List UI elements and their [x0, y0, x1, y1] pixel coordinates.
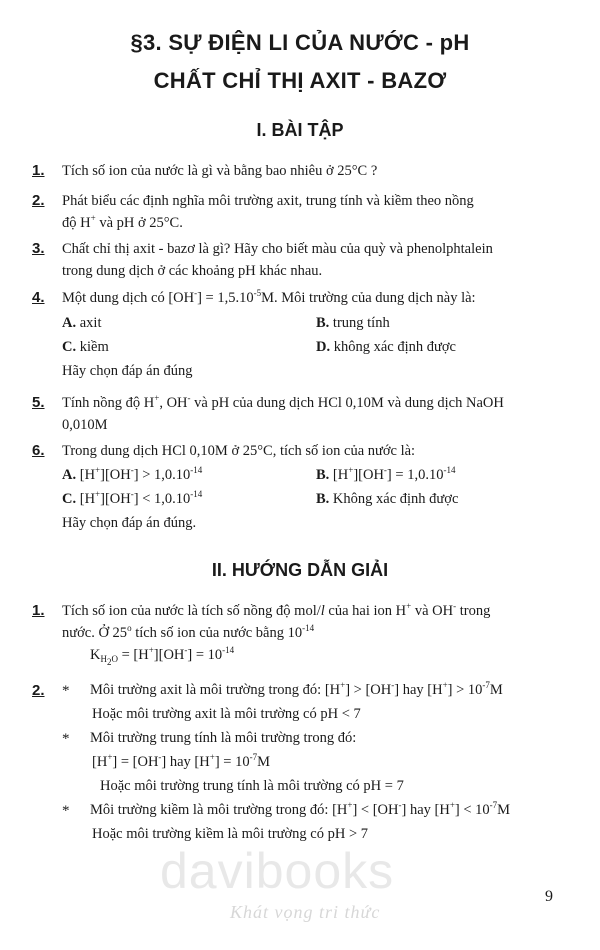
page-title-line-2: CHẤT CHỈ THỊ AXIT - BAZƠ: [153, 68, 447, 93]
watermark-slogan: Khát vọng tri thức: [230, 902, 381, 922]
question-instruction: Hãy chọn đáp án đúng: [62, 363, 193, 379]
question-number: 4.: [32, 289, 45, 306]
answer-number: 2.: [32, 682, 45, 699]
page-title-line-1: §3. SỰ ĐIỆN LI CỦA NƯỚC - pH: [130, 30, 470, 55]
option-b: B. $[H^+][OH^-] = 1,0.10^{-14}$: [316, 465, 456, 483]
question-stem: Trong dung dịch HCl 0,10M ở 25°C, tích số ion của nước là:: [62, 443, 416, 459]
answer-text-line: Môi trường kiềm là môi trường trong đó: [H+] < [OH-] hay $[H^+] < 10^{-7}M$: [90, 800, 511, 818]
question-number: 1.: [32, 162, 45, 179]
bullet-star: *: [62, 803, 70, 819]
option-a: A. axit: [62, 315, 102, 331]
option-d: B. Không xác định được: [316, 491, 459, 507]
answer-text-line: Hoặc môi trường kiềm là môi trường có pH > 7: [92, 826, 369, 842]
answer-text-line: Hoặc môi trường trung tính là môi trường có pH = 7: [100, 778, 404, 794]
answer-number: 1.: [32, 602, 45, 619]
watermark-logo: davibooks: [160, 843, 395, 899]
answer-text-line: [H+] = [OH-] hay $[H^+] = 10^{-7}M$: [92, 752, 270, 770]
question-number: 5.: [32, 394, 45, 411]
answer-text-line: Môi trường trung tính là môi trường trong đó:: [90, 730, 357, 746]
question-stem: Một dung dịch có $[OH^-] = 1,5.10^{-5}M$. Môi trường của dung dịch này là:: [62, 288, 476, 306]
option-c: C. kiềm: [62, 339, 109, 355]
equation: $K_{H_2O} = [H^+][OH^-] = 10^{-14}$: [90, 645, 235, 667]
answer-text-line: Môi trường axit là môi trường trong đó: [H+] > [OH-] hay $[H^+] > 10^{-7}M$: [90, 680, 503, 698]
question-instruction: Hãy chọn đáp án đúng.: [62, 515, 197, 531]
question-text: Tích số ion của nước là gì và bằng bao nhiêu ở 25°C ?: [62, 163, 378, 179]
section-heading-exercises: I. BÀI TẬP: [256, 120, 344, 140]
option-b: B. trung tính: [316, 315, 390, 331]
question-number: 6.: [32, 442, 45, 459]
question-text-line: Phát biểu các định nghĩa môi trường axit, trung tính và kiềm theo nồng: [62, 193, 474, 209]
bullet-star: *: [62, 683, 70, 699]
answer-text-line: Tích số ion của nước là tích số nồng độ mol/l của hai ion H+ và OH- trong: [62, 601, 491, 619]
option-c: C. $[H^+][OH^-] < 1,0.10^{-14}$: [62, 489, 203, 507]
question-number: 2.: [32, 192, 45, 209]
question-text-line: trong dung dịch ở các khoảng pH khác nhau.: [62, 263, 323, 279]
page-number: 9: [545, 888, 553, 905]
question-text-line: độ H+ và pH ở 25°C.: [62, 213, 183, 231]
question-text-line: 0,010M: [62, 417, 108, 433]
question-text-line: Chất chỉ thị axit - bazơ là gì? Hãy cho biết màu của quỳ và phenolphtalein: [62, 241, 493, 257]
question-text-line: Tính nồng độ H+, OH- và pH của dung dịch HCl 0,10M và dung dịch NaOH: [62, 393, 504, 411]
answer-text-line: Hoặc môi trường axit là môi trường có pH < 7: [92, 706, 361, 722]
section-heading-solutions: II. HƯỚNG DẪN GIẢI: [211, 560, 389, 580]
question-number: 3.: [32, 240, 45, 257]
option-a: A. $[H^+][OH^-] > 1,0.10^{-14}$: [62, 465, 203, 483]
answer-text-line: nước. Ở 25$^o$ tích số ion của nước bằng $10^{-14}$: [62, 623, 315, 641]
option-d: D. không xác định được: [316, 339, 456, 355]
bullet-star: *: [62, 731, 70, 747]
